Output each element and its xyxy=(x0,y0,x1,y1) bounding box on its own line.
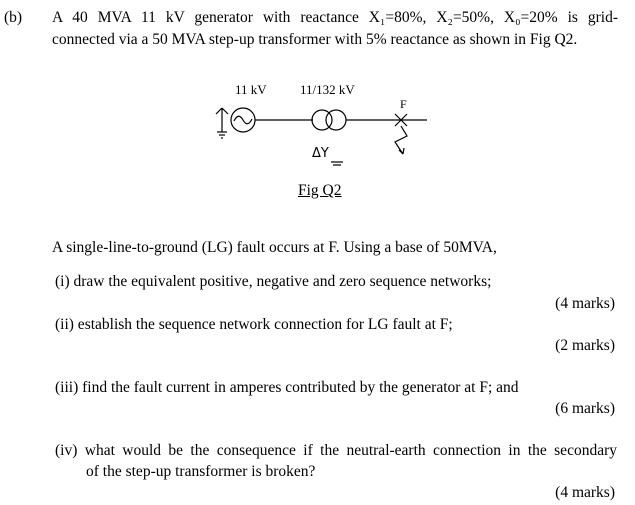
marks-iv: (4 marks) xyxy=(555,484,615,501)
generator-icon xyxy=(231,108,255,132)
marks-ii: (2 marks) xyxy=(555,337,615,354)
voltage-label-11kv: 11 kV xyxy=(235,82,267,97)
marks-i: (4 marks) xyxy=(555,295,615,312)
marks-iii: (6 marks) xyxy=(555,400,615,417)
winding-symbol: ΔY xyxy=(312,146,329,161)
lead-in-text: A single-line-to-ground (LG) fault occurs at F. Using a base of 50MVA, xyxy=(52,239,497,256)
question-iv-line-1: (iv) what would be the consequence if the neutral-earth connection in the secondary xyxy=(55,442,617,459)
question-i: (i) draw the equivalent positive, negative and zero sequence networks; xyxy=(55,273,492,290)
transformer-icon xyxy=(312,110,346,130)
intro-line-1: A 40 MVA 11 kV generator with reactance X₁=80%, X₂=50%, X₀=20% is grid- xyxy=(52,9,618,26)
part-label: (b) xyxy=(4,9,23,26)
fault-label: F xyxy=(400,97,407,111)
question-iii: (iii) find the fault current in amperes contributed by the generator at F; and xyxy=(55,379,519,396)
wye-ground-icon xyxy=(331,162,343,165)
generator-ground-icon xyxy=(216,108,228,138)
voltage-label-transformer: 11/132 kV xyxy=(300,82,355,97)
question-ii: (ii) establish the sequence network connection for LG fault at F; xyxy=(55,316,453,333)
intro-line-2: connected via a 50 MVA step-up transformer with 5% reactance as shown in Fig Q2. xyxy=(52,31,578,48)
figure-caption: Fig Q2 xyxy=(298,182,342,199)
question-iv-line-2: of the step-up transformer is broken? xyxy=(86,463,316,480)
